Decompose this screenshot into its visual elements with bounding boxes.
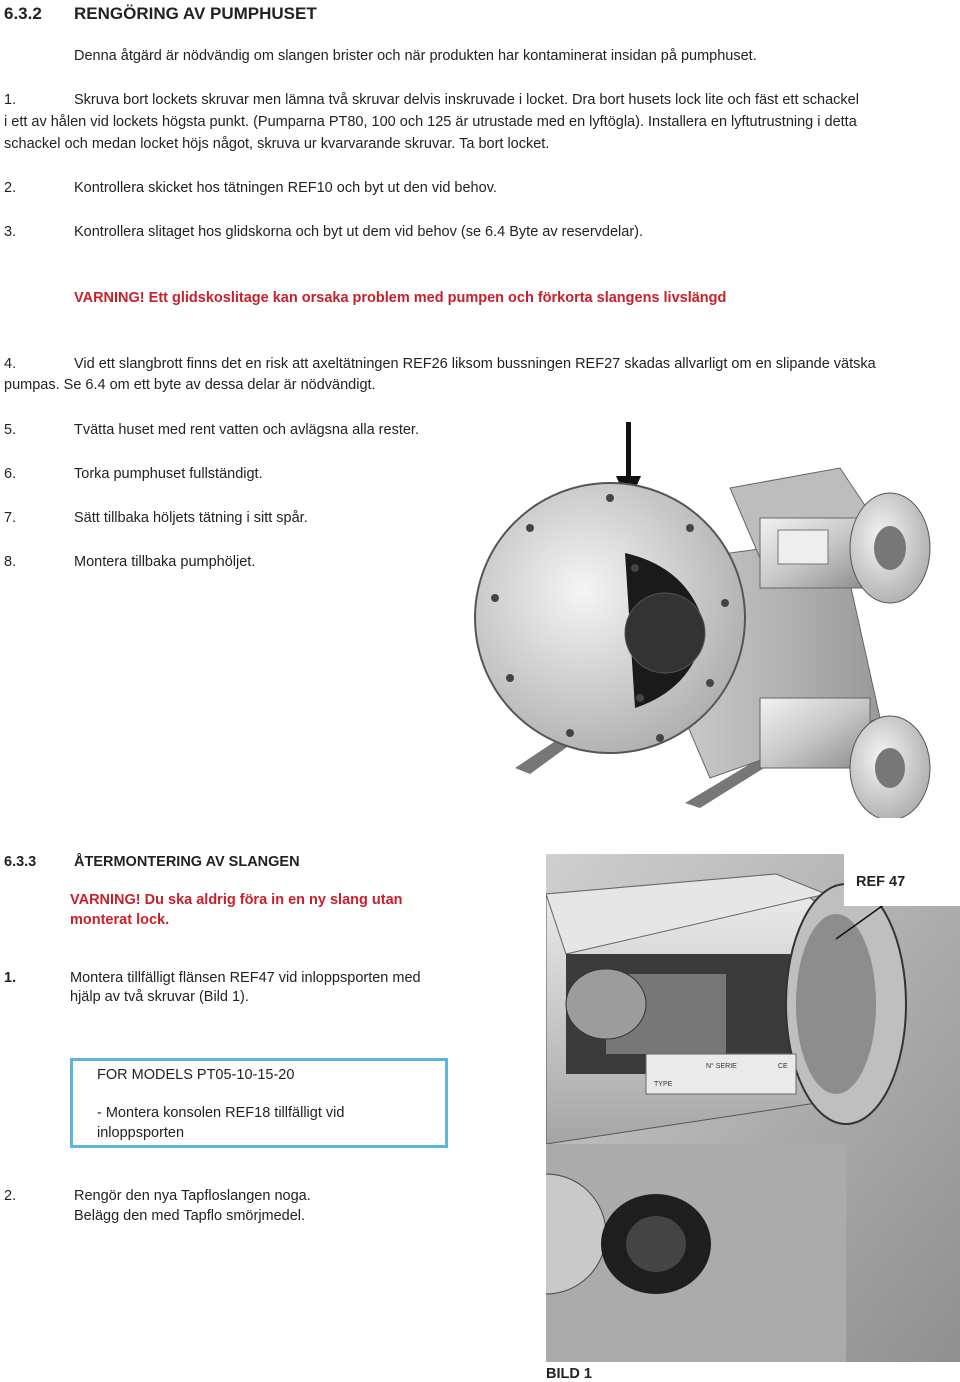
warning-message [70, 890, 490, 930]
step-number: 4. [4, 356, 17, 372]
step-text: Tvätta huset med rent vatten och avlägsna alla rester. [74, 422, 419, 438]
plate-type-label: TYPE [654, 1081, 673, 1088]
models-note-box [70, 1058, 448, 1148]
section-title: ÅTERMONTERING AV SLANGEN [74, 854, 300, 870]
section-number: 6.3.3 [4, 854, 37, 870]
step-number: 2. [4, 1188, 17, 1204]
note-text: inloppsporten [97, 1125, 185, 1141]
step-text: Rengör den nya Tapfloslangen noga. [74, 1188, 311, 1204]
step-text: Kontrollera skicket hos tätningen REF10 och byt ut den vid behov. [74, 180, 497, 196]
section-number: 6.3.2 [4, 4, 42, 23]
step-number: 2. [4, 180, 17, 196]
step-text: Montera tillfälligt flänsen REF47 vid inloppsporten med [70, 970, 421, 986]
step-text: Sätt tillbaka höljets tätning i sitt spår. [74, 510, 308, 526]
warning-text: Du ska aldrig föra in en ny slang utan [144, 892, 403, 908]
step-text: schackel och medan locket höjs något, skruva ur kvarvarande skruvar. Ta bort locket. [4, 136, 550, 152]
step-text: Vid ett slangbrott finns det en risk att axeltätningen REF26 liksom bussningen REF27 skadas allvarligt om en slipande vätska [74, 356, 876, 372]
warning-label: VARNING! [70, 892, 141, 908]
plate-serie-label: N° SERIE [706, 1063, 737, 1070]
warning-label: VARNING! [74, 290, 145, 306]
step-text: Montera tillbaka pumphöljet. [74, 554, 256, 570]
figure-photo [546, 854, 960, 1366]
step-number: 5. [4, 422, 17, 438]
figure-caption: BILD 1 [546, 1366, 592, 1382]
flange-illustration [546, 854, 960, 1366]
plate-ce-label: CE [778, 1063, 788, 1070]
step-text: hjälp av två skruvar (Bild 1). [70, 989, 249, 1005]
step-number: 7. [4, 510, 17, 526]
step-number: 6. [4, 466, 17, 482]
warning-text: Ett glidskoslitage kan orsaka problem med pumpen och förkorta slangens livslängd [148, 290, 727, 306]
callout-label: REF 47 [856, 874, 906, 890]
section-title: RENGÖRING AV PUMPHUSET [74, 4, 317, 23]
pump-photo [460, 418, 960, 818]
step-text: pumpas. Se 6.4 om ett byte av dessa delar är nödvändigt. [4, 377, 376, 393]
pump-illustration [460, 418, 960, 818]
step-number: 1. [4, 92, 17, 108]
note-text: - Montera konsolen REF18 tillfälligt vid [97, 1105, 345, 1121]
step-text: Kontrollera slitaget hos glidskorna och byt ut dem vid behov (se 6.4 Byte av reservdelar). [74, 224, 644, 240]
note-title: FOR MODELS PT05-10-15-20 [97, 1067, 295, 1083]
warning-text: monterat lock. [70, 912, 170, 928]
step-text: Skruva bort lockets skruvar men lämna två skruvar delvis inskruvade i locket. Dra bort husets lock lite och fäst ett schackel [74, 92, 859, 108]
step-number: 8. [4, 554, 17, 570]
step-text: Belägg den med Tapflo smörjmedel. [74, 1208, 306, 1224]
step-text: i ett av hålen vid lockets högsta punkt. (Pumparna PT80, 100 och 125 är utrustade med en lyftögla). Installera en lyftutrustning i detta [4, 114, 857, 130]
step-number: 1. [4, 970, 17, 986]
warning-message [74, 288, 726, 308]
intro-text: Denna åtgärd är nödvändig om slangen brister och när produkten har kontaminerat insidan på pumphuset. [74, 48, 757, 64]
step-number: 3. [4, 224, 17, 240]
step-text: Torka pumphuset fullständigt. [74, 466, 263, 482]
